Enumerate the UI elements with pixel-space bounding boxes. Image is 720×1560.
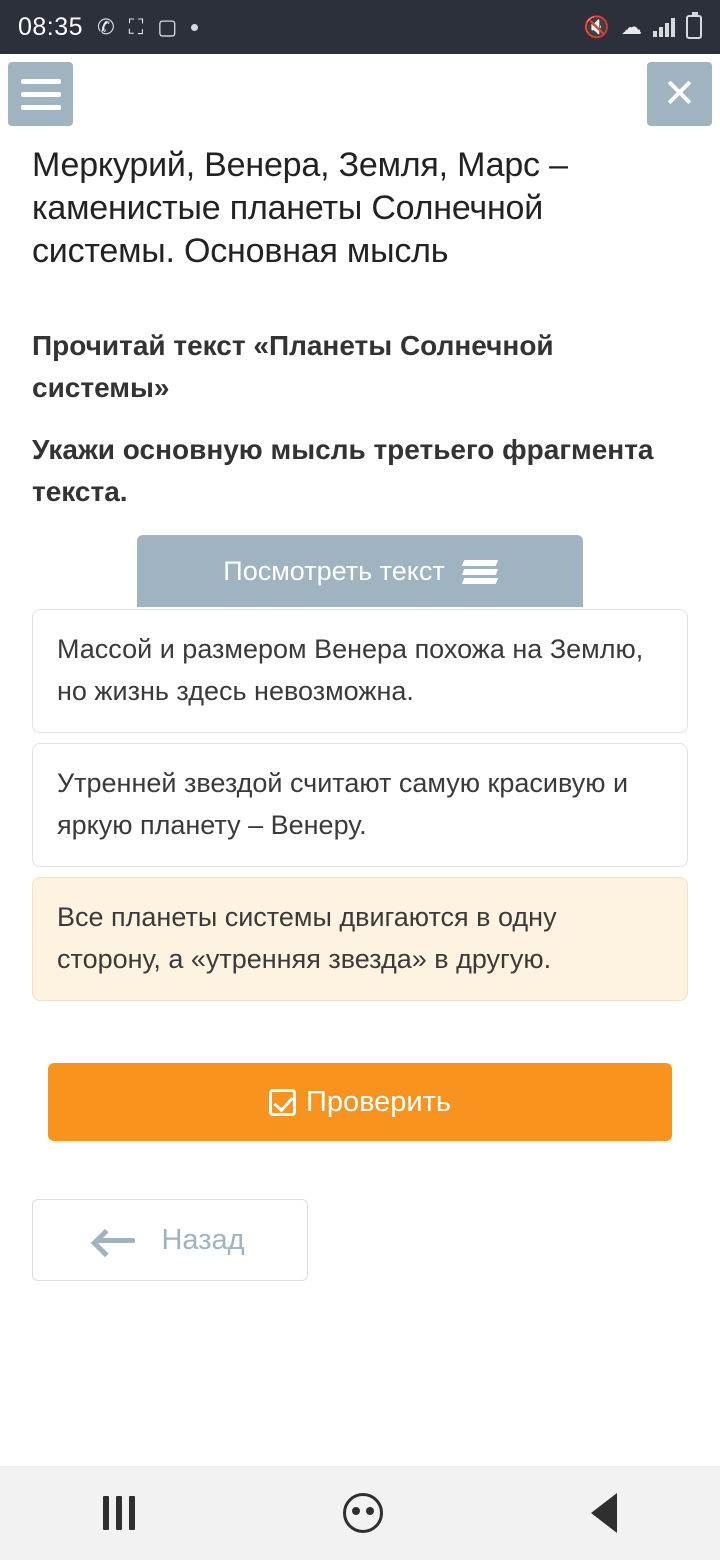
answer-option[interactable]: Утренней звездой считают самую красивую и яркую планету – Венеру. <box>32 743 688 867</box>
battery-icon <box>686 15 702 39</box>
status-bar-right <box>584 15 702 39</box>
answer-options-list <box>32 609 688 1001</box>
signal-icon <box>653 17 675 37</box>
whatsapp-icon: ✆ <box>97 15 115 39</box>
close-icon[interactable]: ✕ <box>647 62 712 126</box>
back-button[interactable] <box>32 1199 308 1281</box>
status-bar <box>0 0 720 54</box>
status-bar-left <box>18 13 198 42</box>
instagram-icon: ▢ <box>157 15 178 39</box>
checkbox-check-icon <box>269 1089 296 1116</box>
wifi-icon: ☁ <box>621 15 642 39</box>
answer-option-selected[interactable]: Все планеты системы двигаются в одну сторону, а «утренняя звезда» в другую. <box>32 877 688 1001</box>
instruction-read-text: Прочитай текст «Планеты Солнечной системы» <box>32 330 554 403</box>
back-button-label: Назад <box>161 1223 245 1256</box>
view-text-button-label: Посмотреть текст <box>223 555 445 586</box>
app-topbar <box>0 54 720 138</box>
instruction-question: Укажи основную мысль третьего фрагмента текста. <box>32 434 654 507</box>
lesson-content <box>0 144 720 1281</box>
answer-option[interactable]: Массой и размером Венера похожа на Землю, но жизнь здесь невозможна. <box>32 609 688 733</box>
recents-icon[interactable] <box>103 1496 135 1530</box>
page-title: Меркурий, Венера, Земля, Марс – каменистые планеты Солнечной системы. Основная мысль <box>32 146 568 270</box>
back-triangle-icon[interactable] <box>591 1493 617 1533</box>
book-icon <box>463 559 497 583</box>
status-clock: 08:35 <box>18 12 84 41</box>
home-assistant-icon[interactable] <box>341 1491 385 1535</box>
hamburger-menu-icon[interactable] <box>8 62 73 126</box>
view-text-button[interactable] <box>137 535 583 607</box>
system-navbar <box>0 1466 720 1560</box>
mute-icon: 🔇 <box>583 15 610 39</box>
check-button-label: Проверить <box>305 1085 452 1118</box>
arrow-left-icon <box>95 1230 135 1250</box>
dot-icon <box>191 24 198 31</box>
gallery-icon: ⛶ <box>128 15 144 39</box>
check-button[interactable] <box>48 1063 672 1141</box>
